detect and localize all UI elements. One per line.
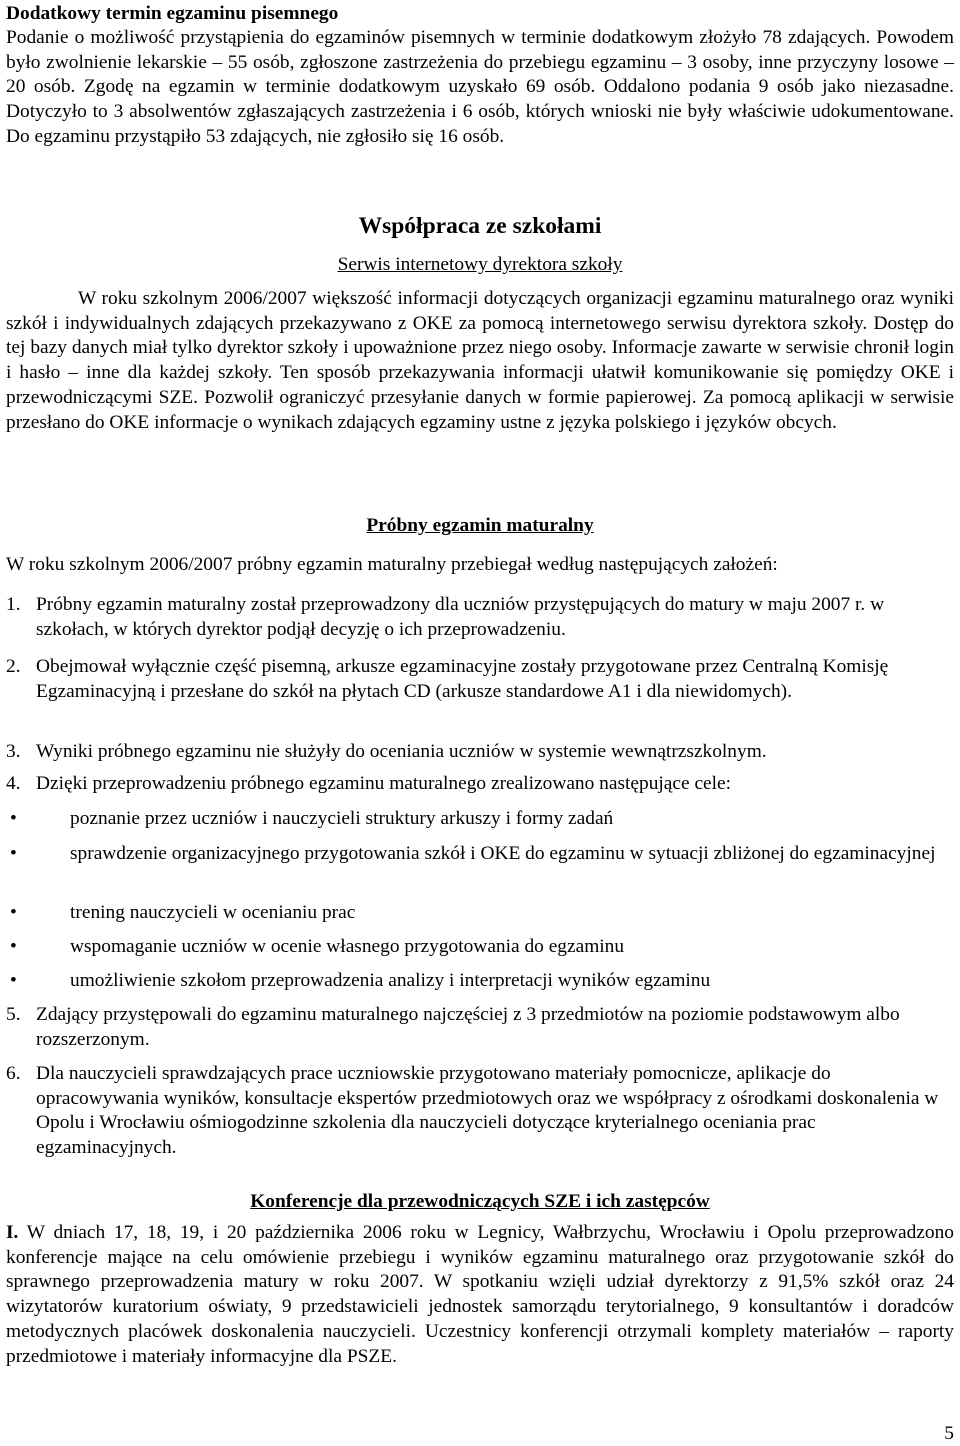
subsection-title-conferences: Konferencje dla przewodniczących SZE i ich zastępców: [250, 1191, 710, 1212]
list-item-number: 4.: [6, 773, 21, 794]
bullet-text: trening nauczycieli w ocenianiu prac: [70, 902, 356, 923]
list-item-number: 5.: [6, 1004, 21, 1025]
list-item: [0, 593, 960, 642]
bullet-item: [0, 969, 960, 994]
bullet-text: wspomaganie uczniów w ocenie własnego przygotowania do egzaminu: [70, 936, 625, 957]
list-item-text: Obejmował wyłącznie część pisemną, arkusze egzaminacyjne zostały przygotowane przez Centralną Komisję Egzaminacyjną i przesłane do szkół na płytach CD (arkusze standardowe A1 i dla niewidomych).: [36, 656, 889, 702]
subsection-title-director-service: Serwis internetowy dyrektora szkoły: [337, 254, 623, 275]
section-title-school-cooperation: Współpraca ze szkołami: [358, 213, 602, 239]
paragraph-trial-exam-intro: W roku szkolnym 2006/2007 próbny egzamin maturalny przebiegał według następujących założeń:: [6, 554, 778, 575]
list-item-number: 3.: [6, 741, 21, 762]
page-number: 5: [944, 1423, 954, 1444]
list-item: [0, 772, 960, 797]
list-item: [0, 1062, 960, 1161]
list-item: [0, 655, 960, 704]
paragraph-marker: I.: [6, 1222, 19, 1243]
bullet-icon: •: [10, 902, 17, 923]
bullet-icon: •: [10, 936, 17, 957]
bullet-item: [0, 842, 960, 867]
bullet-text: sprawdzenie organizacyjnego przygotowania szkół i OKE do egzaminu w sytuacji zbliżonej do egzaminacyjnej: [70, 843, 936, 864]
section-title-additional-exam: Dodatkowy termin egzaminu pisemnego: [6, 3, 339, 24]
bullet-item: [0, 807, 960, 832]
list-item-text: Zdający przystępowali do egzaminu maturalnego najczęściej z 3 przedmiotów na poziomie podstawowym albo rozszerzonym.: [36, 1004, 900, 1050]
list-item: [0, 740, 960, 765]
subsection-title-trial-exam: Próbny egzamin maturalny: [366, 515, 594, 536]
list-item-number: 1.: [6, 594, 21, 615]
list-item-text: Dla nauczycieli sprawdzających prace uczniowskie przygotowano materiały pomocnicze, aplikacje do opracowywania wyników, konsultacje ekspertów przedmiotowych oraz we współpracy z ośrodkami doskonalenia w Opolu i Wrocławiu ośmiogodzinne szkolenia dla nauczycieli dotyczące kryterialnego oceniania prac egzaminacyjnych.: [36, 1063, 939, 1159]
list-item-text: Próbny egzamin maturalny został przeprowadzony dla uczniów przystępujących do matury w maju 2007 r. w szkołach, w których dyrektor podjął decyzję o ich przeprowadzeniu.: [36, 594, 885, 640]
bullet-text: umożliwienie szkołom przeprowadzenia analizy i interpretacji wyników egzaminu: [70, 970, 711, 991]
list-item-number: 6.: [6, 1063, 21, 1084]
paragraph-additional-exam: Podanie o możliwość przystąpienia do egzaminów pisemnych w terminie dodatkowym złożyło 78 zdających. Powodem było zwolnienie lekarskie – 55 osób, zgłoszone zastrzeżenia do przebiegu egzaminu – 3 osoby, inne przyczyny losowe – 20 osób. Zgodę na egzamin w terminie dodatkowym uzyskało 69 osób. Oddalono podania 9 osób jako niezasadne. Dotyczyło to 3 absolwentów zgłaszających zastrzeżenia i 6 osób, których wnioski nie były właściwie udokumentowane. Do egzaminu przystąpiło 53 zdających, nie zgłosiło się 16 osób.: [6, 27, 954, 147]
list-item-text: Dzięki przeprowadzeniu próbnego egzaminu maturalnego zrealizowano następujące cele:: [36, 773, 732, 794]
paragraph-conferences-text: W dniach 17, 18, 19, i 20 października 2006 roku w Legnicy, Wałbrzychu, Wrocławiu i Opolu przeprowadzono konferencje mające na celu omówienie przebiegu i wyników egzaminu maturalnego oraz przygotowanie szkół do sprawnego przeprowadzenia matury w roku 2007. W spotkaniu wzięli udział dyrektorzy z 91,5% szkół oraz 24 wizytatorów kuratorium oświaty, 9 przedstawicieli jednostek samorządu terytorialnego, 9 konsultantów i doradców metodycznych placówek doskonalenia nauczycieli. Uczestnicy konferencji otrzymali komplety materiałów – raporty przedmiotowe i materiały informacyjne dla PSZE.: [6, 1222, 954, 1367]
list-item-text: Wyniki próbnego egzaminu nie służyły do oceniania uczniów w systemie wewnątrzszkolnym.: [36, 741, 767, 762]
paragraph-conferences: [0, 1221, 960, 1369]
bullet-icon: •: [10, 970, 17, 991]
list-item-number: 2.: [6, 656, 21, 677]
bullet-item: [0, 901, 960, 926]
paragraph-director-service: W roku szkolnym 2006/2007 większość informacji dotyczących organizacji egzaminu maturalnego oraz wyniki szkół i indywidualnych zdających przekazywano z OKE za pomocą internetowego serwisu dyrektora szkoły. Dostęp do tej bazy danych miał tylko dyrektor szkoły i upoważnione przez niego osoby. Informacje zawarte w serwisie chronił login i hasło – inne dla każdej szkoły. Ten sposób przekazywania informacji ułatwił komunikowanie się pomiędzy OKE i przewodniczącymi SZE. Pozwolił ograniczyć przesyłanie danych w formie papierowej. Za pomocą aplikacji w serwisie przesłano do OKE informacje o wynikach zdających egzaminy ustne z języka polskiego i języków obcych.: [6, 288, 954, 433]
bullet-item: [0, 935, 960, 960]
bullet-icon: •: [10, 808, 17, 829]
bullet-text: poznanie przez uczniów i nauczycieli struktury arkuszy i formy zadań: [70, 808, 614, 829]
bullet-icon: •: [10, 843, 17, 864]
list-item: [0, 1003, 960, 1052]
